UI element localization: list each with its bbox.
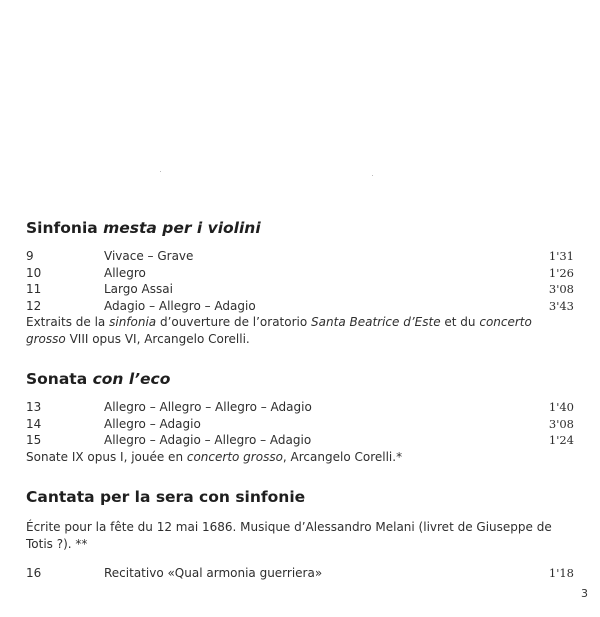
track-title: Vivace – Grave [104,249,194,263]
section-note: Écrite pour la fête du 12 mai 1686. Musique d’Alessandro Melani (livret de Giuseppe de Totis ?). ** [26,520,552,551]
track-row [26,416,574,433]
track-number: 15 [26,433,42,447]
track-duration: 3'08 [548,282,574,296]
track-duration: 1'18 [548,566,574,580]
section-note [26,449,574,466]
track-row [26,298,574,315]
track-row [26,565,574,582]
section-note [26,314,574,348]
note-text: et du [440,315,480,329]
page-number: 3 [581,587,588,600]
note-text: VIII opus VI, Arcangelo Corelli. [65,332,250,346]
track-list [26,399,574,449]
track-row [26,248,574,265]
note-text: Sonate IX opus I, jouée en [26,449,187,464]
track-title: Allegro – Adagio [104,416,201,431]
note-italic-text: sinfonia [109,315,157,329]
track-number: 13 [26,400,42,414]
note-italic-text: concerto grosso [26,315,532,346]
heading-text: Cantata per la sera con sinfonie [26,488,306,506]
track-list [26,248,574,314]
track-duration: 1'24 [548,433,574,447]
note-text: , Arcangelo Corelli.* [282,449,403,464]
track-duration: 1'40 [548,400,574,414]
track-title: Largo Assai [104,282,173,296]
track-number: 10 [26,265,42,280]
track-title: Adagio – Allegro – Adagio [104,298,256,313]
note-italic-text: concerto grosso [186,449,283,464]
note-text: d’ouverture de l’oratorio [156,315,312,329]
track-number: 14 [26,416,42,431]
track-title: Allegro – Adagio – Allegro – Adagio [104,433,312,447]
track-title: Allegro – Allegro – Allegro – Adagio [104,400,312,414]
track-row [26,399,574,416]
track-duration: 1'31 [548,249,574,263]
note-italic-text: Santa Beatrice d’Este [311,315,441,329]
print-speck [160,171,161,172]
track-title: Recitativo «Qual armonia guerriera» [104,566,323,580]
track-title: Allegro [104,265,146,280]
section-heading [26,218,574,238]
track-row [26,281,574,298]
section-sonata [26,369,574,466]
heading-italic-text: con l’eco [92,370,171,388]
heading-text: Sonata [26,370,93,388]
section-sinfonia [26,218,574,348]
track-list [26,565,574,582]
section-heading [26,487,574,507]
track-duration: 3'43 [548,298,574,313]
section-heading [26,369,574,389]
print-speck [372,175,373,176]
heading-italic-text: mesta per i violini [103,219,261,237]
track-row [26,432,574,449]
track-row [26,265,574,282]
track-number: 12 [26,298,42,313]
track-duration: 1'26 [548,265,574,280]
track-number: 16 [26,566,42,580]
heading-text: Sinfonia [26,219,104,237]
track-number: 9 [26,249,34,263]
track-number: 11 [26,282,42,296]
track-duration: 3'08 [548,416,574,431]
note-text: Extraits de la [26,315,110,329]
section-cantata [26,487,574,582]
